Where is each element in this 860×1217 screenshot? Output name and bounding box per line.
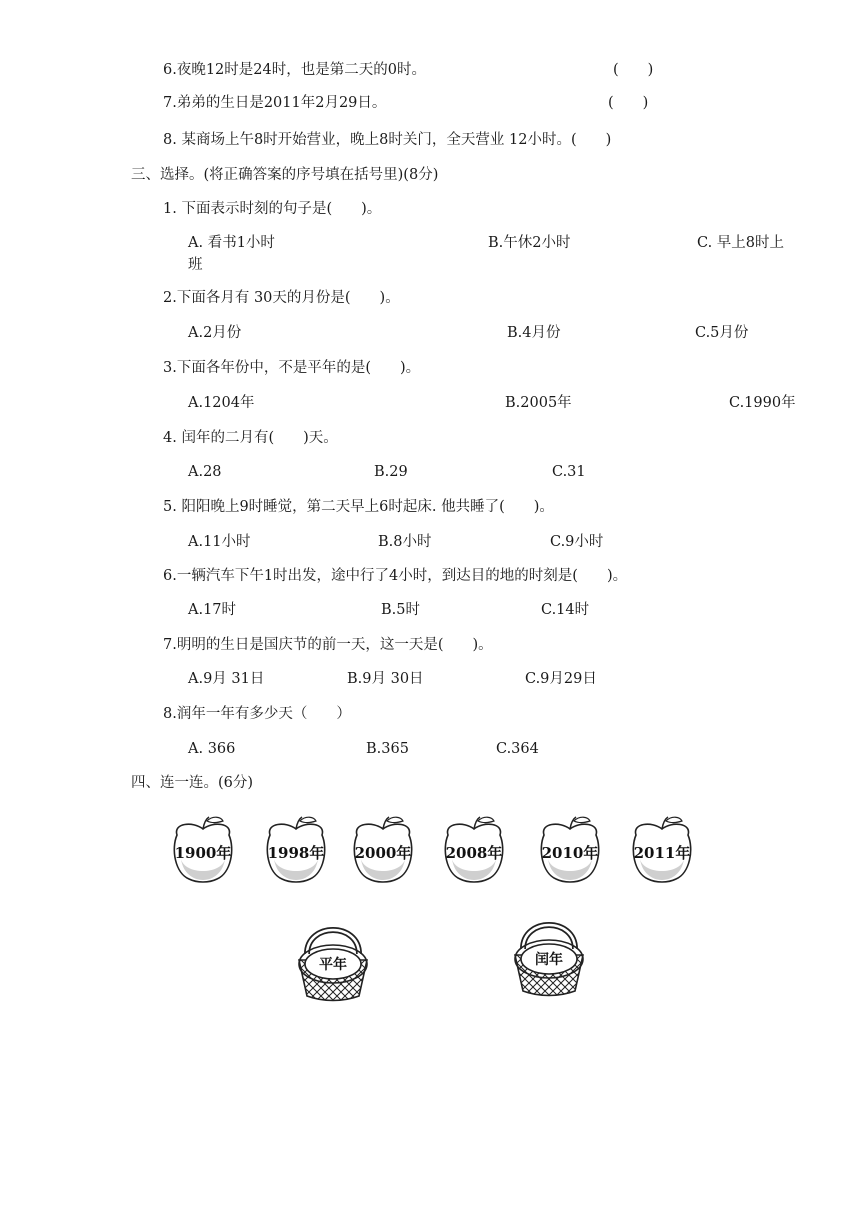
choice-option-a: A. 看书1小时: [188, 235, 275, 251]
choice-option-b: B.9月 30日: [347, 671, 424, 687]
choice-option-b: B.5时: [381, 602, 420, 618]
choice-option-c-wrap: 班: [188, 257, 203, 273]
choice-question-8: 8.润年一年有多少天（ ）: [163, 706, 351, 722]
choice-question-4: 4. 闰年的二月有( )天。: [163, 430, 338, 446]
apple-1998[interactable]: [267, 817, 324, 882]
judge-item-7: 7.弟弟的生日是2011年2月29日。: [163, 95, 387, 111]
choice-option-c: C.31: [552, 464, 586, 480]
choice-option-a: A.11小时: [188, 534, 251, 550]
choice-option-a: A.2月份: [188, 325, 242, 341]
choice-option-c: C.5月份: [695, 325, 749, 341]
section-title-match: 四、连一连。(6分): [131, 775, 254, 791]
choice-option-b: B.4月份: [507, 325, 561, 341]
choice-option-b: B.午休2小时: [488, 235, 571, 251]
answer-blank: ( ): [613, 62, 654, 78]
choice-question-3: 3.下面各年份中，不是平年的是( )。: [163, 360, 421, 376]
basket-label: 闰年: [535, 952, 563, 968]
judge-item-6: 6.夜晚12时是24时，也是第二天的0时。: [163, 62, 426, 78]
choice-option-b: B.2005年: [505, 395, 572, 411]
choice-option-a: A.17时: [188, 602, 237, 618]
apple-2008[interactable]: [445, 817, 502, 882]
answer-blank: ( ): [608, 95, 649, 111]
choice-option-c: C.364: [496, 741, 539, 757]
apple-label: 2010年: [541, 844, 599, 862]
apple-label: 1998年: [267, 844, 325, 862]
apple-label: 2011年: [633, 844, 691, 862]
basket-label: 平年: [319, 957, 347, 973]
choice-option-a: A. 366: [188, 741, 236, 757]
apple-2010[interactable]: [541, 817, 598, 882]
apple-2000[interactable]: [354, 817, 411, 882]
apple-label: 2008年: [445, 844, 503, 862]
choice-option-c: C. 早上8时上: [697, 235, 785, 251]
judge-item-8: 8. 某商场上午8时开始营业，晚上8时关门，全天营业 12小时。( ): [163, 132, 612, 148]
choice-option-a: A.1204年: [188, 395, 255, 411]
choice-option-b: B.365: [366, 741, 409, 757]
apple-label: 1900年: [174, 844, 232, 862]
choice-option-b: B.29: [374, 464, 408, 480]
choice-question-7: 7.明明的生日是国庆节的前一天，这一天是( )。: [163, 637, 493, 653]
apple-label: 2000年: [354, 844, 412, 862]
choice-option-c: C.9月29日: [525, 671, 597, 687]
apple-2011[interactable]: [633, 817, 690, 882]
basket-common-year[interactable]: [299, 930, 367, 1001]
choice-question-6: 6.一辆汽车下午1时出发，途中行了4小时，到达目的地的时刻是( )。: [163, 568, 628, 584]
choice-option-a: A.28: [188, 464, 222, 480]
choice-question-5: 5. 阳阳晚上9时睡觉，第二天早上6时起床. 他共睡了( )。: [163, 499, 554, 515]
apple-1900[interactable]: [174, 817, 231, 882]
choice-question-2: 2.下面各月有 30天的月份是( )。: [163, 290, 400, 306]
section-title-choice: 三、选择。(将正确答案的序号填在括号里)(8分): [131, 167, 439, 183]
choice-question-1: 1. 下面表示时刻的句子是( )。: [163, 201, 382, 217]
choice-option-c: C.9小时: [550, 534, 604, 550]
choice-option-c: C.1990年: [729, 395, 796, 411]
choice-option-b: B.8小时: [378, 534, 432, 550]
choice-option-a: A.9月 31日: [188, 671, 265, 687]
choice-option-c: C.14时: [541, 602, 590, 618]
basket-leap-year[interactable]: [515, 925, 583, 996]
